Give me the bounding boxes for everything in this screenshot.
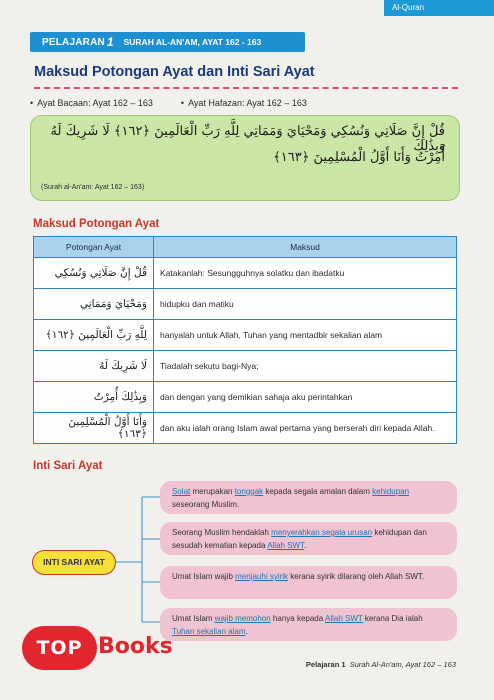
central-node: INTI SARI AYAT bbox=[32, 550, 116, 575]
sari-point-1: Solat merupakan tonggak kepada segala amalan dalam kehidupan seseorang Muslim. bbox=[160, 481, 457, 514]
lesson-title: SURAH AL-AN'AM, AYAT 162 - 163 bbox=[123, 37, 262, 47]
sari-point-2: Seorang Muslim hendaklah menyerahkan segala urusan kehidupan dan sesudah kematian kepada Allah SWT. bbox=[160, 522, 457, 555]
table-header-ayat: Potongan Ayat bbox=[34, 237, 154, 258]
sari-point-3: Umat Islam wajib menjauhi syirik kerana syirik dilarang oleh Allah SWT. bbox=[160, 566, 457, 599]
watermark-logo: TOP bbox=[22, 626, 97, 670]
maksud-cell: dan aku ialah orang Islam awal pertama yang berserah diri kepada Allah. bbox=[154, 413, 457, 444]
ayat-cell: وَبِذَٰلِكَ أُمِرْتُ bbox=[34, 382, 154, 413]
sari-section-title: Inti Sari Ayat bbox=[33, 460, 103, 472]
footer-title: Surah Al-An'am, Ayat 162 – 163 bbox=[349, 660, 456, 669]
watermark-books: Books bbox=[98, 634, 173, 659]
ayat-bacaan: • Ayat Bacaan: Ayat 162 – 163 bbox=[30, 98, 153, 108]
maksud-cell: Tiadalah sekutu bagi-Nya; bbox=[154, 351, 457, 382]
ayat-cell: لِلَّهِ رَبِّ الْعَالَمِينَ ﴿١٦٢﴾ bbox=[34, 320, 154, 351]
verse-line-1: قُلْ إِنَّ صَلَاتِي وَنُسُكِي وَمَحْيَايَ وَمَمَاتِي لِلَّهِ رَبِّ الْعَالَمِينَ ﴿١٦٢﴾ لَا شَرِيكَ لَهُ وَبِذَٰلِكَ bbox=[50, 124, 445, 154]
page-title: Maksud Potongan Ayat dan Inti Sari Ayat bbox=[34, 64, 315, 80]
verse-line-2: أُمِرْتُ وَأَنَا أَوَّلُ الْمُسْلِمِينَ ﴿١٦٣﴾ bbox=[273, 150, 445, 165]
maksud-cell: hanyalah untuk Allah, Tuhan yang mentadbir sekalian alam bbox=[154, 320, 457, 351]
verse-reference: (Surah al-An'am: Ayat 162 – 163) bbox=[41, 184, 145, 191]
table-header-maksud: Maksud bbox=[154, 237, 457, 258]
sari-point-4: Umat Islam wajib memohon hanya kepada Allah SWT kerana Dia ialah Tuhan sekalian alam. bbox=[160, 608, 457, 641]
footer-lesson: Pelajaran 1 bbox=[305, 660, 346, 669]
lesson-number: 1 bbox=[106, 35, 114, 49]
ayat-cell: لَا شَرِيكَ لَهُ bbox=[34, 351, 154, 382]
ayat-cell: قُلْ إِنَّ صَلَاتِي وَنُسُكِي bbox=[34, 258, 154, 289]
lesson-label: PELAJARAN bbox=[42, 36, 105, 48]
ayat-hafazan: • Ayat Hafazan: Ayat 162 – 163 bbox=[181, 98, 307, 108]
ayat-cell: وَأَنَا أَوَّلُ الْمُسْلِمِينَ ﴿١٦٣﴾ bbox=[34, 413, 154, 444]
page-footer bbox=[306, 660, 456, 669]
header-tab: Al-Quran bbox=[384, 0, 494, 16]
table-section-title: Maksud Potongan Ayat bbox=[33, 218, 160, 230]
maksud-cell: hidupku dan matiku bbox=[154, 289, 457, 320]
ayat-cell: وَمَحْيَايَ وَمَمَاتِي bbox=[34, 289, 154, 320]
maksud-cell: Katakanlah: Sesungguhnya solatku dan ibadatku bbox=[154, 258, 457, 289]
maksud-cell: dan dengan yang demikian sahaja aku perintahkan bbox=[154, 382, 457, 413]
